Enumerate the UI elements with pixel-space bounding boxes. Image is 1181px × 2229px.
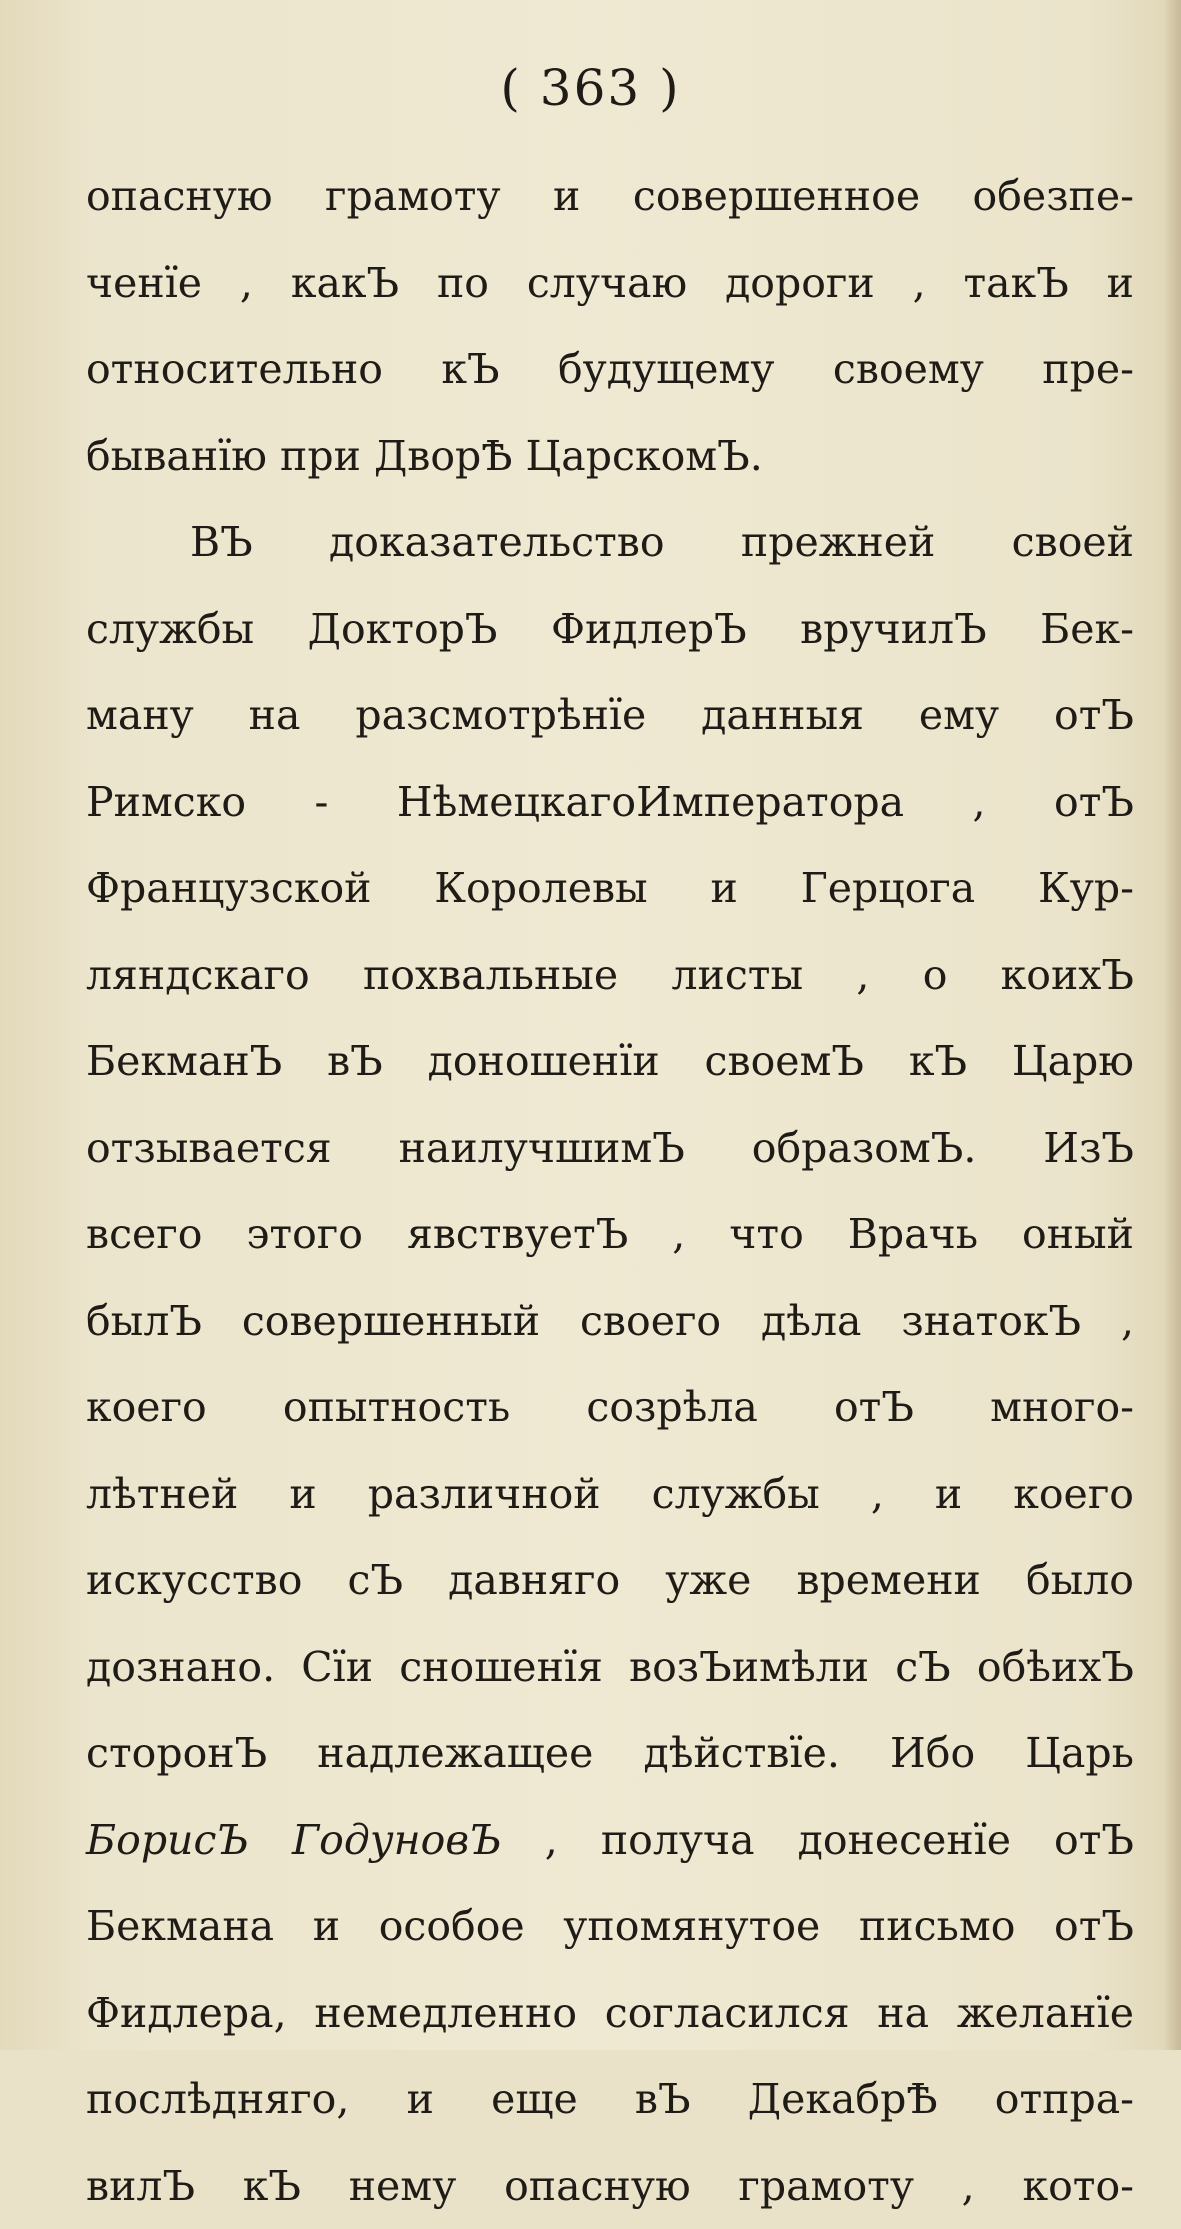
text-line-23: послѣдняго, и еще вЪ ДекабрѢ отпра- xyxy=(86,2056,1134,2143)
text-line-6: службы ДокторЪ ФидлерЪ вручилЪ Бек- xyxy=(86,586,1134,673)
text-line-17: искусство сЪ давняго уже времени было xyxy=(86,1537,1134,1624)
text-line-15: коего опытность созрѣла отЪ много- xyxy=(86,1364,1134,1451)
text-line-20 xyxy=(86,1797,1134,1884)
text-line-4: быванїю при ДворѢ ЦарскомЪ. xyxy=(86,413,1134,500)
text-line-22: Фидлера, немедленно согласился на желанїе xyxy=(86,1970,1134,2057)
page-edge-shadow xyxy=(1163,0,1181,2050)
text-line-21: Бекмана и особое упомянутое письмо отЪ xyxy=(86,1883,1134,1970)
text-line-19: сторонЪ надлежащее дѣйствїе. Ибо Царь xyxy=(86,1710,1134,1797)
text-line-13: всего этого явствуетЪ , что Врачь оный xyxy=(86,1191,1134,1278)
text-line-9: Французской Королевы и Герцога Кур- xyxy=(86,845,1134,932)
text-line-10: ляндскаго похвальные листы , о коихЪ xyxy=(86,932,1134,1019)
page-number: ( 363 ) xyxy=(0,58,1181,118)
text-line-11: БекманЪ вЪ доношенїи своемЪ кЪ Царю xyxy=(86,1018,1134,1105)
text-line-2: ченїе , какЪ по случаю дороги , такЪ и xyxy=(86,240,1134,327)
body-text xyxy=(86,153,1134,2229)
text-line-24: вилЪ кЪ нему опасную грамоту , кото- xyxy=(86,2143,1134,2229)
text-line-20-rest: , получа донесенїе отЪ xyxy=(545,1816,1134,1864)
text-line-14: былЪ совершенный своего дѣла знатокЪ , xyxy=(86,1278,1134,1365)
italic-name-boris-godunov: БорисЪ ГодуновЪ xyxy=(86,1816,502,1864)
text-line-3: относительно кЪ будущему своему пре- xyxy=(86,326,1134,413)
text-line-7: ману на разсмотрѣнїе данныя ему отЪ xyxy=(86,672,1134,759)
text-line-18: дознано. Сїи сношенїя возЪимѣли сЪ обѣихЪ xyxy=(86,1624,1134,1711)
text-line-1: опасную грамоту и совершенное обезпе- xyxy=(86,153,1134,240)
text-line-5: ВЪ доказательство прежней своей xyxy=(86,499,1134,586)
text-line-12: отзывается наилучшимЪ образомЪ. ИзЪ xyxy=(86,1105,1134,1192)
text-line-8: Римско - НѣмецкагоИмператора , отЪ xyxy=(86,759,1134,846)
text-line-16: лѣтней и различной службы , и коего xyxy=(86,1451,1134,1538)
